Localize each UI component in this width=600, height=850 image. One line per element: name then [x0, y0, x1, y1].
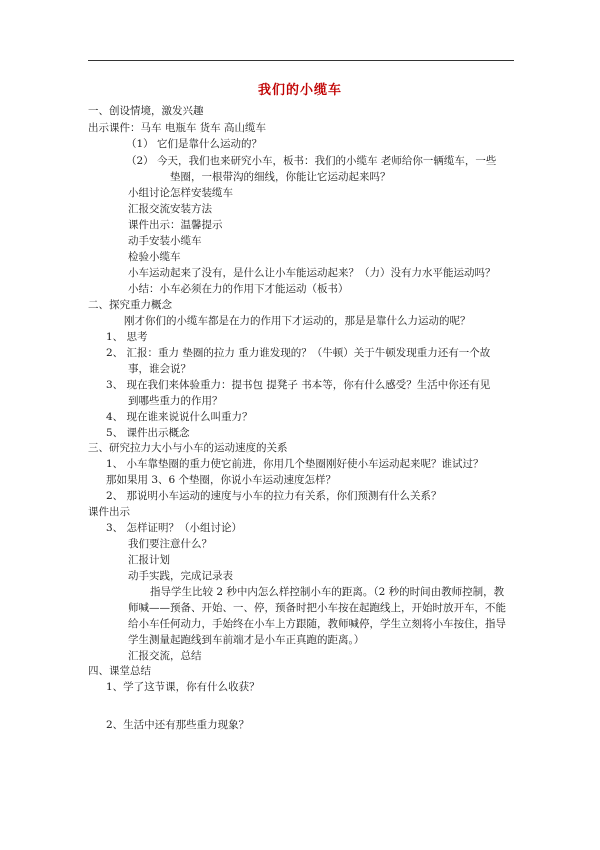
text-line: 5、 课件出示概念 — [106, 427, 190, 439]
text-line: 动手安装小缆车 — [128, 235, 202, 247]
text-line: 小组讨论怎样安装缆车 — [128, 187, 233, 199]
text-line: 我们要注意什么？ — [128, 538, 212, 550]
text-line: 事，谁会说？ — [128, 363, 191, 375]
text-line: 到哪些重力的作用？ — [128, 395, 223, 407]
text-line: 学生测量起跑线到车前端才是小车正真跑的距离。） — [128, 634, 365, 646]
text-line: 汇报交流，总结 — [128, 650, 202, 662]
header-rule — [88, 60, 514, 61]
text-line: 3、 怎样证明？（小组讨论） — [106, 522, 243, 534]
text-line: 汇报计划 — [128, 554, 170, 566]
text-line: 刚才你们的小缆车都是在力的作用下才运动的，那是是靠什么力运动的呢？ — [124, 315, 471, 327]
text-line: 课件出示 — [88, 506, 130, 518]
text-line: （1） 它们是靠什么运动的？ — [126, 138, 263, 150]
text-line: 检验小缆车 — [128, 251, 181, 263]
text-line: 2、 那说明小车运动的速度与小车的拉力有关系，你们预测有什么关系？ — [106, 490, 442, 502]
text-line: 垫圈，一根带沟的细线，你能让它运动起来吗？ — [170, 171, 391, 183]
text-line: （2） 今天，我们也来研究小车，板书：我们的小缆车 老师给你一辆缆车，一些 — [126, 155, 497, 167]
page-title: 我们的小缆车 — [257, 83, 342, 98]
text-line: 小车运动起来了没有，是什么让小车能运动起来？（力）没有力水平能运动吗？ — [128, 267, 496, 279]
text-line: 3、 现在我们来体验重力：提书包 提凳子 书本等，你有什么感受？生活中你还有见 — [106, 379, 491, 391]
text-line: 4、 现在谁来说说什么叫重力？ — [106, 411, 253, 423]
section-heading-3: 三、研究拉力大小与小车的运动速度的关系 — [88, 442, 288, 454]
text-line: 给小车任何动力，手始终在小车上方跟随，教师喊停，学生立刻将小车按住，指导 — [128, 618, 506, 630]
text-line: 1、 小车靠垫圈的重力使它前进，你用几个垫圈刚好使小车运动起来呢？谁试过？ — [106, 458, 484, 470]
text-line: 课件出示：温馨提示 — [128, 219, 223, 231]
section-heading-4: 四、课堂总结 — [88, 665, 151, 677]
text-line: 2、 汇报：重力 垫圈的拉力 重力谁发现的？（牛顿）关于牛顿发现重力还有一个故 — [106, 347, 491, 359]
text-line: 出示课件：马车 电瓶车 货车 高山缆车 — [88, 122, 267, 134]
text-line: 动手实践，完成记录表 — [128, 570, 233, 582]
text-line: 2、生活中还有那些重力现象？ — [106, 719, 250, 731]
text-line: 指导学生比较 2 秒中内怎么样控制小车的距离。（2 秒的时间由教师控制，教 — [150, 586, 505, 598]
text-line: 那如果用 3、6 个垫圈，你说小车运动速度怎样？ — [106, 474, 337, 486]
text-line: 师喊——预备、开始、一、停，预备时把小车按在起跑线上，开始时放开车，不能 — [128, 602, 506, 614]
section-heading-2: 二、探究重力概念 — [88, 299, 172, 311]
text-line: 汇报交流安装方法 — [128, 203, 212, 215]
text-line: 小结：小车必须在力的作用下才能运动（板书） — [128, 283, 349, 295]
section-heading-1: 一、创设情境，激发兴趣 — [88, 105, 204, 117]
text-line: 1、 思考 — [106, 331, 148, 343]
text-line: 1、学了这节课，你有什么收获？ — [106, 681, 260, 693]
